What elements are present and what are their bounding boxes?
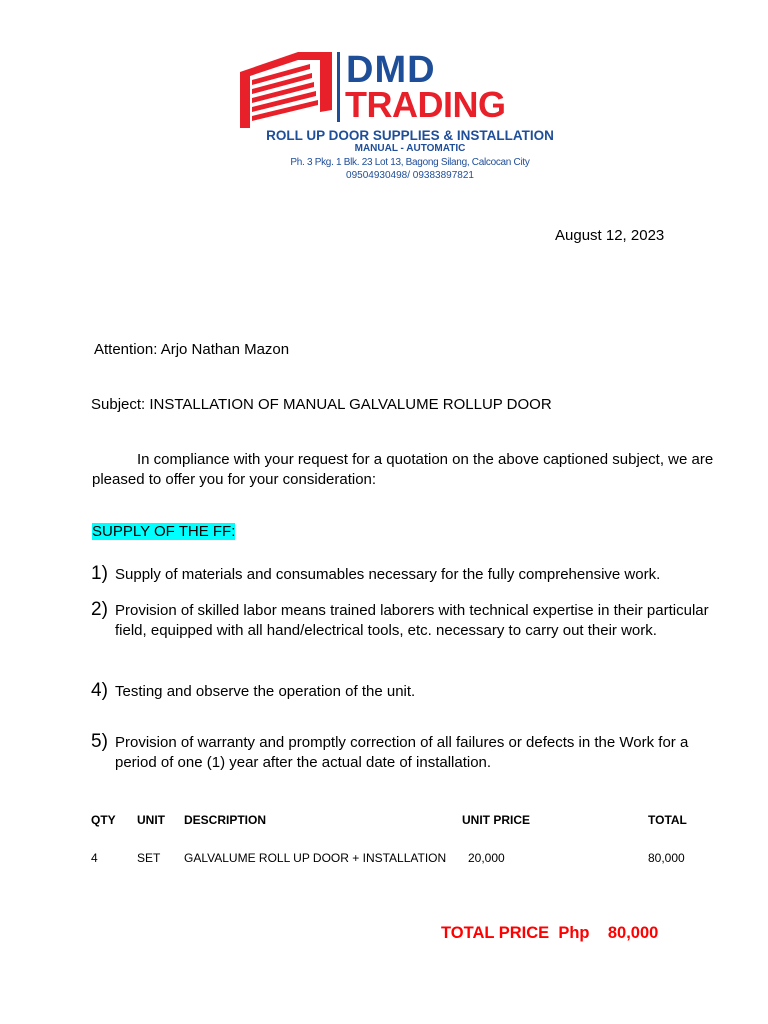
supply-heading: [92, 522, 235, 542]
header-unit: UNIT: [137, 813, 165, 827]
header-qty: QTY: [91, 813, 116, 827]
cell-qty: 4: [91, 851, 98, 865]
supply-item-number: 2): [91, 599, 108, 620]
cell-total: 80,000: [648, 851, 685, 865]
supply-item-number: 1): [91, 563, 108, 584]
supply-item-text: Provision of warranty and promptly correction of all failures or defects in the Work for a period of one (1) year after the actual date of installation.: [115, 734, 689, 771]
total-price: TOTAL PRICE Php 80,000: [441, 924, 659, 942]
supply-item-text: Testing and observe the operation of the unit.: [115, 683, 416, 700]
subject-line: Subject: INSTALLATION OF MANUAL GALVALUME ROLLUP DOOR: [91, 396, 552, 413]
supply-item-text: Supply of materials and consumables necessary for the fully comprehensive work.: [115, 566, 661, 583]
supply-heading-text: SUPPLY OF THE FF:: [92, 523, 236, 540]
header-total: TOTAL: [648, 813, 687, 827]
letter-date: August 12, 2023: [555, 227, 665, 244]
supply-item-number: 4): [91, 680, 108, 701]
brand-door-types: MANUAL - AUTOMATIC: [354, 143, 466, 154]
company-phones: 09504930498/ 09383897821: [346, 170, 474, 181]
brand-divider: [337, 52, 340, 122]
intro-paragraph: In compliance with your request for a quotation on the above captioned subject, we are pleased to offer you for your consideration:: [92, 451, 714, 488]
company-address: Ph. 3 Pkg. 1 Blk. 23 Lot 13, Bagong Silang, Calcocan City: [290, 157, 530, 168]
cell-unit-price: 20,000: [468, 851, 505, 865]
roll-up-door-logo-icon: [236, 50, 336, 128]
brand-name-line2: TRADING: [345, 84, 506, 125]
brand-name-line1: DMD: [346, 49, 436, 91]
brand-tagline: ROLL UP DOOR SUPPLIES & INSTALLATION: [266, 128, 554, 143]
header-unit-price: UNIT PRICE: [462, 813, 531, 827]
header-description: DESCRIPTION: [184, 813, 267, 827]
attention-line: Attention: Arjo Nathan Mazon: [94, 341, 290, 358]
supply-item-text: Provision of skilled labor means trained laborers with technical expertise in their particular field, equipped with all hand/electrical tools, etc. necessary to carry out their work.: [115, 602, 709, 639]
cell-description: GALVALUME ROLL UP DOOR + INSTALLATION: [184, 851, 447, 865]
cell-unit: SET: [137, 851, 161, 865]
supply-item-number: 5): [91, 731, 108, 752]
